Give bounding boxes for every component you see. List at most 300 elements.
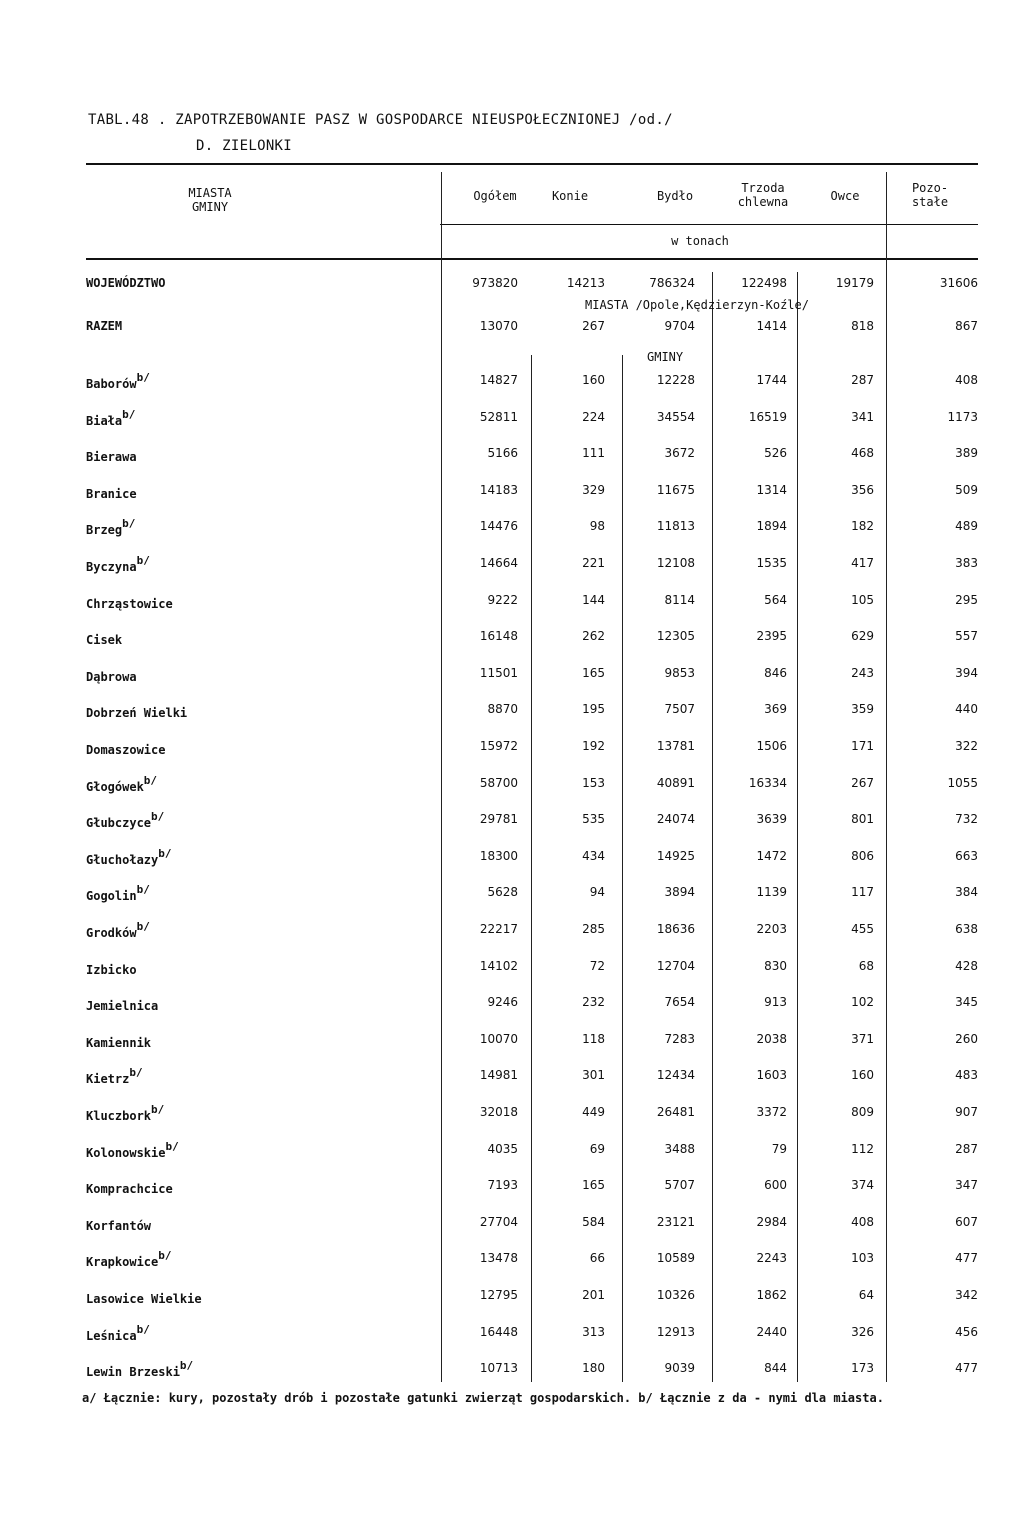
cell-horses: 201 — [582, 1288, 605, 1302]
cell-horses: 180 — [582, 1361, 605, 1375]
gmina-name: Izbicko — [86, 963, 137, 977]
row-label — [86, 1251, 172, 1269]
unit-label: w tonach — [671, 234, 729, 248]
footnote-marker: b/ — [136, 1323, 150, 1336]
cell-horses: 232 — [582, 995, 605, 1009]
cell-pigs: 913 — [764, 995, 787, 1009]
table-row — [0, 959, 1024, 979]
row-label — [86, 885, 150, 903]
cell-pigs: 3372 — [756, 1105, 787, 1119]
cell-total: 7193 — [487, 1178, 518, 1192]
cell-cattle: 34554 — [656, 410, 695, 424]
gmina-name: Cisek — [86, 633, 123, 647]
cell-sheep: 801 — [851, 812, 874, 826]
row-label — [86, 702, 187, 720]
gmina-name: Leśnica — [86, 1329, 137, 1343]
cell-other: 456 — [955, 1325, 978, 1339]
table-row — [0, 483, 1024, 503]
gmina-name: Głubczyce — [86, 816, 152, 830]
gmina-name: Jemielnica — [86, 999, 159, 1013]
footnote-marker: b/ — [158, 1249, 172, 1262]
cell-cattle: 7283 — [664, 1032, 695, 1046]
table-row — [0, 776, 1024, 796]
cell-total: 9222 — [487, 593, 518, 607]
gmina-name: Kamiennik — [86, 1036, 152, 1050]
cell-other: 383 — [955, 556, 978, 570]
gmina-name: Głuchołazy — [86, 853, 159, 867]
gmina-name: Lasowice Wielkie — [86, 1292, 202, 1306]
cell-horses: 69 — [589, 1142, 605, 1156]
row-label — [86, 483, 137, 501]
title-line-1: TABL.48 . ZAPOTRZEBOWANIE PASZ W GOSPODARCE NIEUSPOŁECZNIONEJ /od./ — [88, 112, 673, 128]
cell-pigs: 2984 — [756, 1215, 787, 1229]
cell-sheep: 809 — [851, 1105, 874, 1119]
table-title — [88, 112, 673, 154]
cell-sheep: 117 — [851, 885, 874, 899]
cell-total: 5166 — [487, 446, 518, 460]
cell-pigs: 846 — [764, 666, 787, 680]
cell-other: 732 — [955, 812, 978, 826]
footnote-marker: b/ — [136, 554, 150, 567]
table-row — [0, 629, 1024, 649]
cell-total: 29781 — [479, 812, 518, 826]
gmina-name: Bierawa — [86, 450, 137, 464]
row-label — [86, 373, 150, 391]
stub-header-line-2: GMINY — [191, 200, 229, 214]
cell-horses: 195 — [582, 702, 605, 716]
cell-horses: 434 — [582, 849, 605, 863]
cell-other: 483 — [955, 1068, 978, 1082]
gmina-name: Biała — [86, 414, 123, 428]
row-label — [86, 812, 164, 830]
cell-pigs: 2440 — [756, 1325, 787, 1339]
cell-cattle: 9704 — [664, 319, 695, 333]
cell-total: 52811 — [479, 410, 518, 424]
cell-other: 345 — [955, 995, 978, 1009]
footnote-marker: b/ — [136, 883, 150, 896]
header-top-rule — [86, 163, 978, 165]
cell-sheep: 105 — [851, 593, 874, 607]
cell-cattle: 18636 — [656, 922, 695, 936]
cell-cattle: 14925 — [656, 849, 695, 863]
cell-other: 1173 — [947, 410, 978, 424]
row-label — [86, 1325, 150, 1343]
cell-cattle: 12305 — [656, 629, 695, 643]
cell-other: 322 — [955, 739, 978, 753]
cell-sheep: 371 — [851, 1032, 874, 1046]
table-row — [0, 1288, 1024, 1308]
cell-horses: 111 — [582, 446, 605, 460]
table-row — [0, 1105, 1024, 1125]
stub-header — [150, 186, 270, 214]
cell-other: 638 — [955, 922, 978, 936]
table-row — [0, 666, 1024, 686]
cell-other: 907 — [955, 1105, 978, 1119]
cell-horses: 144 — [582, 593, 605, 607]
cell-pigs: 122498 — [741, 276, 787, 290]
cell-horses: 221 — [582, 556, 605, 570]
cell-pigs: 1744 — [756, 373, 787, 387]
table-row — [0, 702, 1024, 722]
cell-sheep: 287 — [851, 373, 874, 387]
cell-sheep: 806 — [851, 849, 874, 863]
row-label — [86, 959, 137, 977]
cell-total: 14102 — [479, 959, 518, 973]
cell-cattle: 786324 — [649, 276, 695, 290]
cell-cattle: 8114 — [664, 593, 695, 607]
footnote-marker: b/ — [151, 1103, 165, 1116]
cell-cattle: 3894 — [664, 885, 695, 899]
cell-total: 14981 — [479, 1068, 518, 1082]
table-row — [0, 1325, 1024, 1345]
footnote-marker: b/ — [136, 371, 150, 384]
cities-section-label: MIASTA /Opole,Kędzierzyn-Koźle/ — [585, 298, 809, 312]
cell-cattle: 10589 — [656, 1251, 695, 1265]
stub-header-line-1: MIASTA — [188, 186, 232, 200]
gmina-name: Komprachcice — [86, 1182, 173, 1196]
table-row — [0, 922, 1024, 942]
cell-cattle: 12228 — [656, 373, 695, 387]
cell-pigs: 1314 — [756, 483, 787, 497]
cell-other: 477 — [955, 1361, 978, 1375]
cell-total: 22217 — [479, 922, 518, 936]
cell-other: 607 — [955, 1215, 978, 1229]
column-header-other: Pozo- stałe — [911, 181, 949, 209]
cell-pigs: 1862 — [756, 1288, 787, 1302]
gminy-section-label: GMINY — [647, 350, 684, 364]
cell-cattle: 23121 — [656, 1215, 695, 1229]
cell-total: 16148 — [479, 629, 518, 643]
gmina-name: Dąbrowa — [86, 670, 137, 684]
gmina-name: Korfantów — [86, 1219, 152, 1233]
cell-horses: 262 — [582, 629, 605, 643]
gmina-name: Branice — [86, 487, 137, 501]
table-row — [0, 995, 1024, 1015]
cell-sheep: 455 — [851, 922, 874, 936]
cell-other: 557 — [955, 629, 978, 643]
cell-pigs: 1603 — [756, 1068, 787, 1082]
cell-horses: 329 — [582, 483, 605, 497]
column-header-sheep: Owce — [830, 189, 860, 203]
table-row — [0, 1361, 1024, 1381]
cell-pigs: 526 — [764, 446, 787, 460]
cell-sheep: 102 — [851, 995, 874, 1009]
row-label — [86, 666, 137, 684]
cell-total: 13478 — [479, 1251, 518, 1265]
gmina-name: Gogolin — [86, 889, 137, 903]
gmina-name: Domaszowice — [86, 743, 166, 757]
cell-horses: 449 — [582, 1105, 605, 1119]
cell-cattle: 9853 — [664, 666, 695, 680]
cell-cattle: 7507 — [664, 702, 695, 716]
cell-total: 10713 — [479, 1361, 518, 1375]
cell-sheep: 68 — [858, 959, 874, 973]
footnote-marker: b/ — [136, 920, 150, 933]
cell-pigs: 1535 — [756, 556, 787, 570]
cell-total: 10070 — [479, 1032, 518, 1046]
cell-total: 27704 — [479, 1215, 518, 1229]
cell-sheep: 173 — [851, 1361, 874, 1375]
cell-other: 394 — [955, 666, 978, 680]
table-row — [0, 593, 1024, 613]
footnote-marker: b/ — [165, 1140, 179, 1153]
cell-sheep: 267 — [851, 776, 874, 790]
gmina-name: Lewin Brzeski — [86, 1365, 180, 1379]
cell-horses: 14213 — [566, 276, 605, 290]
row-label: RAZEM — [86, 319, 123, 333]
footnote-marker: b/ — [179, 1359, 194, 1372]
cell-sheep: 326 — [851, 1325, 874, 1339]
cell-horses: 535 — [582, 812, 605, 826]
cell-total: 15972 — [479, 739, 518, 753]
cell-sheep: 359 — [851, 702, 874, 716]
gmina-name: Dobrzeń Wielki — [86, 706, 188, 720]
cell-cattle: 11813 — [656, 519, 695, 533]
cell-horses: 72 — [589, 959, 605, 973]
cell-cattle: 5707 — [664, 1178, 695, 1192]
gmina-name: Byczyna — [86, 560, 137, 574]
row-label — [86, 1288, 202, 1306]
cell-pigs: 1894 — [756, 519, 787, 533]
cell-sheep: 468 — [851, 446, 874, 460]
cell-other: 384 — [955, 885, 978, 899]
cell-other: 867 — [955, 319, 978, 333]
table-row — [0, 1068, 1024, 1088]
cell-total: 14476 — [479, 519, 518, 533]
footnote-marker: b/ — [143, 774, 158, 787]
cell-other: 428 — [955, 959, 978, 973]
table-row — [0, 556, 1024, 576]
table-row — [0, 519, 1024, 539]
table-row — [0, 1032, 1024, 1052]
cell-pigs: 16334 — [748, 776, 787, 790]
cell-pigs: 844 — [764, 1361, 787, 1375]
cell-cattle: 24074 — [656, 812, 695, 826]
cell-other: 347 — [955, 1178, 978, 1192]
gmina-name: Baborów — [86, 377, 137, 391]
cell-total: 18300 — [479, 849, 518, 863]
cell-total: 58700 — [479, 776, 518, 790]
cell-pigs: 16519 — [748, 410, 787, 424]
cell-cattle: 7654 — [664, 995, 695, 1009]
cell-sheep: 182 — [851, 519, 874, 533]
cell-horses: 301 — [582, 1068, 605, 1082]
cell-other: 1055 — [947, 776, 978, 790]
cell-horses: 160 — [582, 373, 605, 387]
header-bottom-rule — [86, 258, 978, 260]
cell-total: 14183 — [479, 483, 518, 497]
footnote: a/ Łącznie: kury, pozostały drób i pozostałe gatunki zwierząt gospodarskich. b/ Łącznie z da - nymi dla miasta. — [82, 1391, 884, 1405]
cell-total: 9246 — [487, 995, 518, 1009]
cell-other: 509 — [955, 483, 978, 497]
cell-sheep: 374 — [851, 1178, 874, 1192]
cell-cattle: 12704 — [656, 959, 695, 973]
cell-pigs: 3639 — [756, 812, 787, 826]
cell-other: 260 — [955, 1032, 978, 1046]
cell-pigs: 1139 — [756, 885, 787, 899]
row-label — [86, 1142, 179, 1160]
cell-sheep: 103 — [851, 1251, 874, 1265]
cell-pigs: 2203 — [756, 922, 787, 936]
cell-other: 663 — [955, 849, 978, 863]
cell-pigs: 79 — [771, 1142, 787, 1156]
cell-other: 295 — [955, 593, 978, 607]
cell-sheep: 341 — [851, 410, 874, 424]
cell-total: 14827 — [479, 373, 518, 387]
row-label — [86, 1178, 173, 1196]
row-label — [86, 995, 158, 1013]
cell-horses: 165 — [582, 1178, 605, 1192]
row-label — [86, 519, 135, 537]
table-row — [0, 1215, 1024, 1235]
table-row — [0, 1142, 1024, 1162]
cell-sheep: 19179 — [835, 276, 874, 290]
column-header-cattle: Bydło — [656, 189, 694, 203]
cell-sheep: 356 — [851, 483, 874, 497]
cell-cattle: 11675 — [656, 483, 695, 497]
cell-pigs: 2038 — [756, 1032, 787, 1046]
table-row — [0, 446, 1024, 466]
cell-sheep: 818 — [851, 319, 874, 333]
cell-pigs: 1472 — [756, 849, 787, 863]
row-label — [86, 1105, 164, 1123]
table-row — [0, 319, 1024, 339]
row-label — [86, 1032, 151, 1050]
table-row — [0, 1251, 1024, 1271]
row-label — [86, 629, 122, 647]
cell-sheep: 243 — [851, 666, 874, 680]
table-row — [0, 812, 1024, 832]
cell-sheep: 171 — [851, 739, 874, 753]
cell-pigs: 564 — [764, 593, 787, 607]
cell-cattle: 12434 — [656, 1068, 695, 1082]
cell-sheep: 64 — [858, 1288, 874, 1302]
cell-other: 440 — [955, 702, 978, 716]
cell-sheep: 629 — [851, 629, 874, 643]
cell-horses: 584 — [582, 1215, 605, 1229]
cell-horses: 165 — [582, 666, 605, 680]
cell-pigs: 600 — [764, 1178, 787, 1192]
cell-horses: 66 — [589, 1251, 605, 1265]
row-label — [86, 446, 137, 464]
cell-other: 408 — [955, 373, 978, 387]
cell-total: 973820 — [472, 276, 518, 290]
gmina-name: Brzeg — [86, 523, 123, 537]
unit-rule — [440, 224, 978, 225]
gmina-name: Chrząstowice — [86, 597, 173, 611]
cell-pigs: 2395 — [756, 629, 787, 643]
column-header-horses: Konie — [551, 189, 589, 203]
cell-horses: 118 — [582, 1032, 605, 1046]
column-header-pigs: Trzoda chlewna — [737, 181, 789, 209]
row-label — [86, 922, 150, 940]
row-label — [86, 556, 150, 574]
cell-sheep: 417 — [851, 556, 874, 570]
cell-total: 16448 — [479, 1325, 518, 1339]
footnote-marker: b/ — [122, 408, 136, 421]
cell-other: 342 — [955, 1288, 978, 1302]
cell-pigs: 1506 — [756, 739, 787, 753]
row-label — [86, 593, 173, 611]
cell-horses: 224 — [582, 410, 605, 424]
table-row — [0, 1178, 1024, 1198]
cell-sheep: 112 — [851, 1142, 874, 1156]
cell-total: 32018 — [479, 1105, 518, 1119]
table-row — [0, 410, 1024, 430]
cell-total: 12795 — [479, 1288, 518, 1302]
title-line-2: D. ZIELONKI — [196, 138, 293, 154]
cell-cattle: 10326 — [656, 1288, 695, 1302]
gmina-name: Kietrz — [86, 1072, 130, 1086]
cell-cattle: 12913 — [656, 1325, 695, 1339]
table-row — [0, 739, 1024, 759]
row-label — [86, 739, 165, 757]
row-label — [86, 849, 172, 867]
cell-horses: 285 — [582, 922, 605, 936]
cell-horses: 94 — [589, 885, 605, 899]
cell-other: 287 — [955, 1142, 978, 1156]
cell-cattle: 12108 — [656, 556, 695, 570]
table-row — [0, 373, 1024, 393]
cell-total: 5628 — [487, 885, 518, 899]
cell-horses: 98 — [589, 519, 605, 533]
table-row — [0, 276, 1024, 296]
cell-horses: 153 — [582, 776, 605, 790]
cell-pigs: 369 — [764, 702, 787, 716]
row-label — [86, 1215, 151, 1233]
table-row — [0, 849, 1024, 869]
cell-horses: 192 — [582, 739, 605, 753]
gmina-name: Kluczbork — [86, 1109, 152, 1123]
row-label — [86, 410, 135, 428]
cell-total: 11501 — [479, 666, 518, 680]
cell-cattle: 9039 — [664, 1361, 695, 1375]
cell-cattle: 13781 — [656, 739, 695, 753]
cell-total: 8870 — [487, 702, 518, 716]
cell-pigs: 830 — [764, 959, 787, 973]
gmina-name: Głogówek — [86, 780, 144, 794]
footnote-marker: b/ — [158, 847, 172, 860]
cell-sheep: 408 — [851, 1215, 874, 1229]
row-label — [86, 1361, 193, 1379]
cell-pigs: 1414 — [756, 319, 787, 333]
footnote-marker: b/ — [151, 810, 165, 823]
gmina-name: Kolonowskie — [86, 1146, 166, 1160]
footnote-marker: b/ — [122, 517, 136, 530]
column-header-total: Ogółem — [473, 189, 517, 203]
gmina-name: Krapkowice — [86, 1255, 159, 1269]
table-row — [0, 885, 1024, 905]
cell-other: 477 — [955, 1251, 978, 1265]
footnote-marker: b/ — [129, 1066, 143, 1079]
cell-cattle: 3488 — [664, 1142, 695, 1156]
row-label: WOJEWÓDZTWO — [86, 276, 166, 290]
gmina-name: Grodków — [86, 926, 137, 940]
cell-horses: 313 — [582, 1325, 605, 1339]
cell-cattle: 26481 — [656, 1105, 695, 1119]
cell-other: 489 — [955, 519, 978, 533]
row-label — [86, 1068, 143, 1086]
cell-total: 13070 — [479, 319, 518, 333]
cell-horses: 267 — [582, 319, 605, 333]
cell-cattle: 40891 — [656, 776, 695, 790]
cell-pigs: 2243 — [756, 1251, 787, 1265]
cell-other: 389 — [955, 446, 978, 460]
cell-total: 4035 — [487, 1142, 518, 1156]
cell-other: 31606 — [939, 276, 978, 290]
cell-total: 14664 — [479, 556, 518, 570]
cell-sheep: 160 — [851, 1068, 874, 1082]
